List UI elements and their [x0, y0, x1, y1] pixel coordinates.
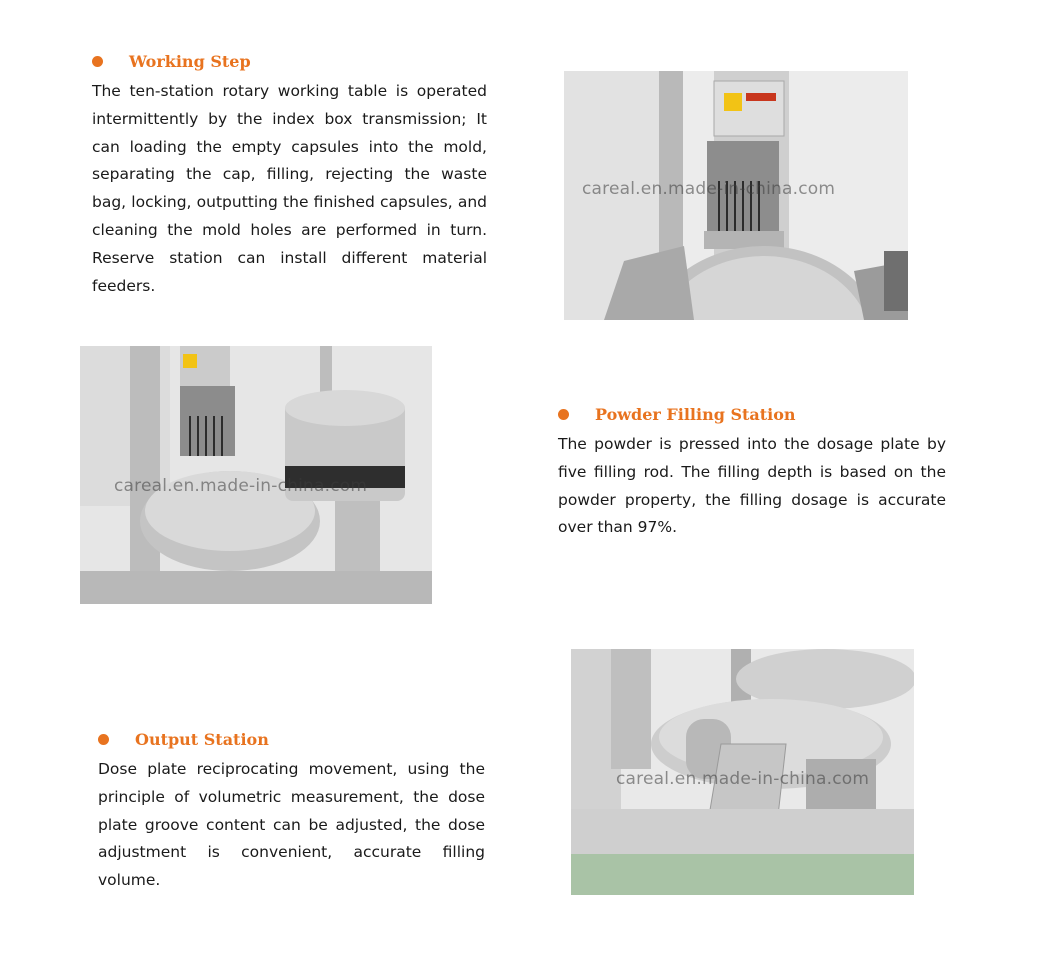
powder-filling-title: Powder Filling Station: [595, 405, 796, 424]
working-step-description: The ten-station rotary working table is operated intermittently by the index box transmission; It can loading the empty capsules into the mold, separating the cap, filling, rejecting the waste bag, locking, outputting the finished capsules, and cleaning the mold holes are performed in turn. Reserve station can install different material feeders.: [92, 82, 487, 295]
watermark-text: careal.en.made-in-china.com: [582, 179, 836, 199]
output-station-section: [98, 728, 485, 895]
powder-filling-section: [558, 403, 946, 542]
watermark-text: careal.en.made-in-china.com: [114, 476, 368, 496]
powder-filling-description: The powder is pressed into the dosage plate by five filling rod. The filling depth is based on the powder property, the filling dosage is accurate over than 97%.: [558, 435, 946, 537]
bullet-icon: [558, 409, 569, 420]
powder-filling-heading: [558, 403, 946, 427]
bullet-icon: [92, 56, 103, 67]
output-station-description: Dose plate reciprocating movement, using the principle of volumetric measurement, the dose plate groove content can be adjusted, the dose adjustment is convenient, accurate filling volume.: [98, 760, 485, 890]
output-station-heading: [98, 728, 485, 752]
powder-filling-photo: [80, 346, 432, 604]
working-step-section: [92, 50, 487, 300]
output-station-title: Output Station: [135, 730, 269, 749]
working-step-photo: [564, 71, 908, 320]
working-step-heading: [92, 50, 487, 74]
working-step-title: Working Step: [129, 52, 251, 71]
watermark-text: careal.en.made-in-china.com: [616, 769, 870, 789]
bullet-icon: [98, 734, 109, 745]
output-station-photo: [571, 649, 914, 895]
